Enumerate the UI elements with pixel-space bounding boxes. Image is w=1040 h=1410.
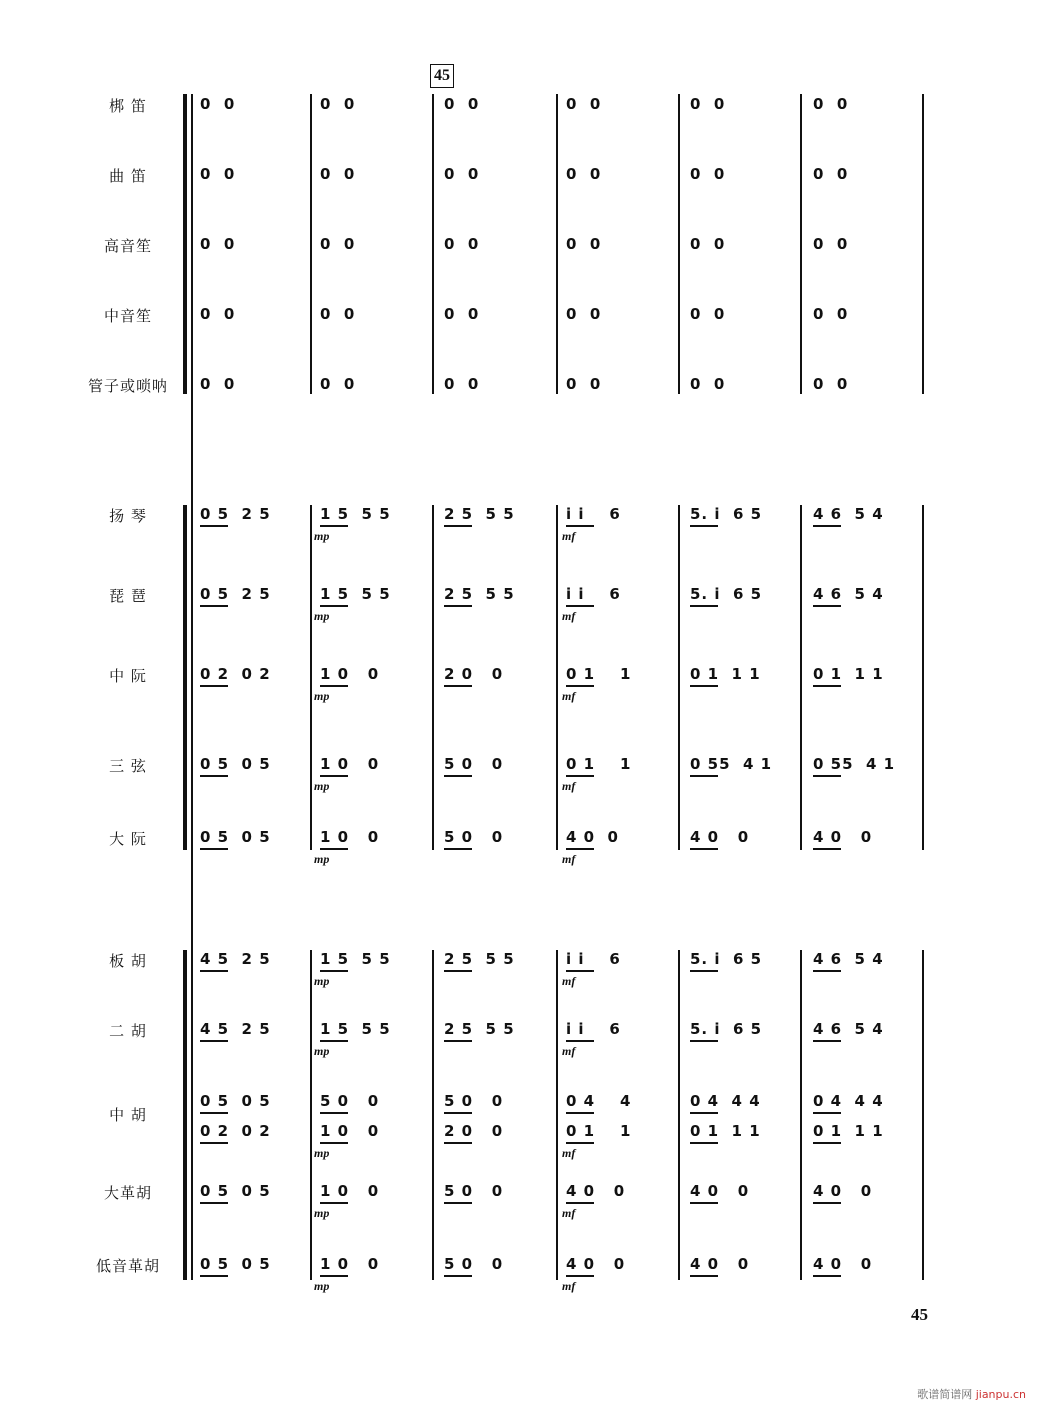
measure-notes: 0 0 bbox=[200, 165, 236, 183]
dynamic-mark-mp: mp bbox=[314, 609, 330, 623]
winds-bracket bbox=[183, 94, 187, 394]
barline bbox=[678, 94, 680, 394]
barline bbox=[922, 94, 924, 394]
beam-underline bbox=[444, 1112, 472, 1114]
measure-notes: 4 0 0 bbox=[813, 1182, 873, 1200]
measure-notes: 0 4 4 4 bbox=[690, 1092, 761, 1110]
beam-underline bbox=[690, 1202, 718, 1204]
instrument-label: 板 胡 bbox=[109, 952, 147, 970]
watermark bbox=[917, 1386, 1026, 1402]
measure-notes: 0 4 4 bbox=[566, 1092, 632, 1110]
instrument-label: 大 阮 bbox=[109, 830, 147, 848]
beam-underline bbox=[813, 525, 841, 527]
measure-notes: 0 0 bbox=[200, 95, 236, 113]
measure-notes: i i 6 bbox=[566, 585, 621, 603]
beam-underline bbox=[690, 1112, 718, 1114]
measure-notes: 0 0 bbox=[566, 375, 602, 393]
instrument-label: 三 弦 bbox=[109, 757, 147, 775]
dynamic-mark-mp: mp bbox=[314, 779, 330, 793]
beam-underline bbox=[200, 775, 228, 777]
measure-notes: 0 0 bbox=[320, 95, 356, 113]
measure-notes: 4 0 0 bbox=[690, 828, 750, 846]
beam-underline bbox=[690, 1275, 718, 1277]
beam-underline bbox=[813, 1202, 841, 1204]
measure-notes: 0 2 0 2 bbox=[200, 665, 271, 683]
beam-underline bbox=[320, 1142, 348, 1144]
beam-underline bbox=[813, 775, 841, 777]
instrument-label: 曲 笛 bbox=[109, 167, 147, 185]
measure-notes: 1 0 0 bbox=[320, 665, 380, 683]
dynamic-mark-mf: mf bbox=[562, 1044, 576, 1058]
beam-underline bbox=[813, 1040, 841, 1042]
measure-notes: 0 0 bbox=[200, 305, 236, 323]
dynamic-mark-mp: mp bbox=[314, 1279, 330, 1293]
measure-notes: 1 5 5 5 bbox=[320, 950, 391, 968]
dynamic-mark-mf: mf bbox=[562, 609, 576, 623]
measure-notes: 0 1 1 1 bbox=[813, 1122, 884, 1140]
dynamic-mark-mp: mp bbox=[314, 1206, 330, 1220]
instrument-label: 中 阮 bbox=[109, 667, 147, 685]
beam-underline bbox=[320, 1275, 348, 1277]
measure-notes: 0 0 bbox=[690, 95, 726, 113]
beam-underline bbox=[320, 525, 348, 527]
beam-underline bbox=[200, 685, 228, 687]
dynamic-mark-mf: mf bbox=[562, 1279, 576, 1293]
beam-underline bbox=[690, 848, 718, 850]
instrument-label: 低音革胡 bbox=[95, 1257, 160, 1275]
beam-underline bbox=[566, 1142, 594, 1144]
measure-notes: 0 1 1 1 bbox=[690, 1122, 761, 1140]
beam-underline bbox=[690, 605, 718, 607]
beam-underline bbox=[566, 1040, 594, 1042]
beam-underline bbox=[444, 1142, 472, 1144]
dynamic-mark-mf: mf bbox=[562, 779, 576, 793]
measure-notes: 0 0 bbox=[690, 305, 726, 323]
measure-notes: 0 0 bbox=[813, 305, 849, 323]
dynamic-mark-mf: mf bbox=[562, 1146, 576, 1160]
barline bbox=[310, 94, 312, 394]
measure-notes: 2 0 0 bbox=[444, 665, 504, 683]
beam-underline bbox=[566, 1202, 594, 1204]
measure-notes: 4 0 0 bbox=[690, 1182, 750, 1200]
barline bbox=[432, 950, 434, 1280]
bowed-bracket bbox=[183, 950, 187, 1280]
barline bbox=[800, 505, 802, 850]
barline bbox=[556, 94, 558, 394]
measure-notes: 1 0 0 bbox=[320, 755, 380, 773]
measure-notes: 0 55 4 1 bbox=[813, 755, 896, 773]
watermark-site: jianpu.cn bbox=[975, 1388, 1026, 1401]
measure-notes: 5 0 0 bbox=[444, 1255, 504, 1273]
beam-underline bbox=[200, 970, 228, 972]
beam-underline bbox=[320, 1202, 348, 1204]
measure-notes: 0 0 bbox=[444, 305, 480, 323]
measure-notes: 0 0 bbox=[813, 235, 849, 253]
measure-notes: 0 0 bbox=[566, 165, 602, 183]
beam-underline bbox=[444, 1040, 472, 1042]
barline bbox=[310, 950, 312, 1280]
measure-notes: i i 6 bbox=[566, 1020, 621, 1038]
dynamic-mark-mp: mp bbox=[314, 974, 330, 988]
beam-underline bbox=[813, 970, 841, 972]
plucked-bracket bbox=[183, 505, 187, 850]
measure-notes: 2 5 5 5 bbox=[444, 585, 515, 603]
rehearsal-mark: 45 bbox=[430, 64, 454, 88]
measure-notes: 4 0 0 bbox=[566, 1255, 626, 1273]
barline bbox=[432, 94, 434, 394]
dynamic-mark-mp: mp bbox=[314, 529, 330, 543]
beam-underline bbox=[566, 775, 594, 777]
instrument-label: 中音笙 bbox=[103, 307, 152, 325]
instrument-label: 梆 笛 bbox=[109, 97, 147, 115]
measure-notes: 0 5 0 5 bbox=[200, 1255, 271, 1273]
measure-notes: 0 5 0 5 bbox=[200, 828, 271, 846]
beam-underline bbox=[200, 525, 228, 527]
measure-notes: 5 0 0 bbox=[444, 755, 504, 773]
beam-underline bbox=[566, 605, 594, 607]
beam-underline bbox=[444, 970, 472, 972]
barline bbox=[922, 950, 924, 1280]
measure-notes: 0 0 bbox=[320, 305, 356, 323]
beam-underline bbox=[813, 605, 841, 607]
dynamic-mark-mf: mf bbox=[562, 529, 576, 543]
measure-notes: 0 5 0 5 bbox=[200, 755, 271, 773]
measure-notes: 0 0 bbox=[813, 95, 849, 113]
dynamic-mark-mp: mp bbox=[314, 689, 330, 703]
beam-underline bbox=[690, 970, 718, 972]
beam-underline bbox=[690, 685, 718, 687]
measure-notes: 1 0 0 bbox=[320, 1122, 380, 1140]
measure-notes: 4 0 0 bbox=[690, 1255, 750, 1273]
measure-notes: 0 0 bbox=[813, 375, 849, 393]
beam-underline bbox=[444, 605, 472, 607]
measure-notes: 2 5 5 5 bbox=[444, 1020, 515, 1038]
measure-notes: i i 6 bbox=[566, 505, 621, 523]
beam-underline bbox=[320, 1112, 348, 1114]
dynamic-mark-mf: mf bbox=[562, 1206, 576, 1220]
beam-underline bbox=[813, 1142, 841, 1144]
measure-notes: 1 5 5 5 bbox=[320, 585, 391, 603]
beam-underline bbox=[320, 685, 348, 687]
measure-notes: 0 0 bbox=[320, 375, 356, 393]
dynamic-mark-mf: mf bbox=[562, 689, 576, 703]
beam-underline bbox=[200, 1112, 228, 1114]
measure-notes: 0 5 2 5 bbox=[200, 505, 271, 523]
instrument-label: 中 胡 bbox=[109, 1106, 147, 1124]
beam-underline bbox=[320, 970, 348, 972]
measure-notes: 0 0 bbox=[444, 95, 480, 113]
dynamic-mark-mf: mf bbox=[562, 974, 576, 988]
beam-underline bbox=[444, 1275, 472, 1277]
barline bbox=[310, 505, 312, 850]
beam-underline bbox=[200, 605, 228, 607]
measure-notes: 0 55 4 1 bbox=[690, 755, 773, 773]
measure-notes: 0 1 1 1 bbox=[813, 665, 884, 683]
measure-notes: 4 6 5 4 bbox=[813, 505, 884, 523]
measure-notes: 2 5 5 5 bbox=[444, 505, 515, 523]
measure-notes: 0 0 bbox=[566, 235, 602, 253]
instrument-label: 大革胡 bbox=[103, 1184, 152, 1202]
measure-notes: i i 6 bbox=[566, 950, 621, 968]
measure-notes: 0 5 0 5 bbox=[200, 1182, 271, 1200]
barline bbox=[800, 950, 802, 1280]
measure-notes: 0 1 1 bbox=[566, 665, 632, 683]
measure-notes: 5. i 6 5 bbox=[690, 1020, 763, 1038]
measure-notes: 1 0 0 bbox=[320, 1255, 380, 1273]
dynamic-mark-mf: mf bbox=[562, 852, 576, 866]
beam-underline bbox=[690, 1040, 718, 1042]
beam-underline bbox=[444, 775, 472, 777]
beam-underline bbox=[200, 1275, 228, 1277]
measure-notes: 2 0 0 bbox=[444, 1122, 504, 1140]
beam-underline bbox=[566, 685, 594, 687]
measure-notes: 0 0 bbox=[813, 165, 849, 183]
beam-underline bbox=[566, 525, 594, 527]
instrument-label: 琵 琶 bbox=[109, 587, 147, 605]
measure-notes: 4 0 0 bbox=[566, 828, 619, 846]
beam-underline bbox=[566, 1275, 594, 1277]
watermark-cn: 歌谱简谱网 bbox=[917, 1388, 973, 1401]
measure-notes: 0 0 bbox=[566, 305, 602, 323]
page-number: 45 bbox=[911, 1305, 928, 1324]
beam-underline bbox=[566, 970, 594, 972]
beam-underline bbox=[200, 1040, 228, 1042]
beam-underline bbox=[444, 848, 472, 850]
beam-underline bbox=[566, 848, 594, 850]
beam-underline bbox=[813, 848, 841, 850]
beam-underline bbox=[813, 1112, 841, 1114]
measure-notes: 0 1 1 bbox=[566, 1122, 632, 1140]
beam-underline bbox=[444, 525, 472, 527]
beam-underline bbox=[200, 1142, 228, 1144]
measure-notes: 0 0 bbox=[444, 375, 480, 393]
beam-underline bbox=[320, 848, 348, 850]
instrument-label: 管子或唢呐 bbox=[87, 377, 168, 395]
measure-notes: 4 6 5 4 bbox=[813, 585, 884, 603]
measure-notes: 0 0 bbox=[200, 375, 236, 393]
measure-notes: 4 5 2 5 bbox=[200, 1020, 271, 1038]
measure-notes: 0 0 bbox=[690, 165, 726, 183]
measure-notes: 5. i 6 5 bbox=[690, 505, 763, 523]
measure-notes: 1 5 5 5 bbox=[320, 505, 391, 523]
beam-underline bbox=[813, 1275, 841, 1277]
instrument-label: 高音笙 bbox=[103, 237, 152, 255]
measure-notes: 4 0 0 bbox=[566, 1182, 626, 1200]
measure-notes: 5. i 6 5 bbox=[690, 585, 763, 603]
measure-notes: 0 0 bbox=[444, 165, 480, 183]
instrument-label: 二 胡 bbox=[109, 1022, 147, 1040]
measure-notes: 5 0 0 bbox=[444, 1092, 504, 1110]
measure-notes: 4 0 0 bbox=[813, 1255, 873, 1273]
measure-notes: 4 5 2 5 bbox=[200, 950, 271, 968]
measure-notes: 1 5 5 5 bbox=[320, 1020, 391, 1038]
measure-notes: 2 5 5 5 bbox=[444, 950, 515, 968]
measure-notes: 0 0 bbox=[200, 235, 236, 253]
measure-notes: 0 1 1 bbox=[566, 755, 632, 773]
barline bbox=[678, 950, 680, 1280]
measure-notes: 4 0 0 bbox=[813, 828, 873, 846]
measure-notes: 1 0 0 bbox=[320, 1182, 380, 1200]
barline bbox=[922, 505, 924, 850]
dynamic-mark-mp: mp bbox=[314, 1044, 330, 1058]
measure-notes: 5 0 0 bbox=[320, 1092, 380, 1110]
beam-underline bbox=[200, 848, 228, 850]
measure-notes: 5 0 0 bbox=[444, 828, 504, 846]
measure-notes: 4 6 5 4 bbox=[813, 950, 884, 968]
system-bracket bbox=[191, 94, 193, 1280]
beam-underline bbox=[444, 685, 472, 687]
instrument-label: 扬 琴 bbox=[109, 507, 147, 525]
measure-notes: 0 0 bbox=[320, 235, 356, 253]
beam-underline bbox=[566, 1112, 594, 1114]
barline bbox=[678, 505, 680, 850]
measure-notes: 5 0 0 bbox=[444, 1182, 504, 1200]
measure-notes: 0 2 0 2 bbox=[200, 1122, 271, 1140]
beam-underline bbox=[200, 1202, 228, 1204]
barline bbox=[432, 505, 434, 850]
measure-notes: 0 0 bbox=[444, 235, 480, 253]
beam-underline bbox=[320, 775, 348, 777]
measure-notes: 0 0 bbox=[566, 95, 602, 113]
barline bbox=[556, 950, 558, 1280]
measure-notes: 4 6 5 4 bbox=[813, 1020, 884, 1038]
barline bbox=[800, 94, 802, 394]
measure-notes: 0 4 4 4 bbox=[813, 1092, 884, 1110]
measure-notes: 0 0 bbox=[690, 375, 726, 393]
measure-notes: 0 5 2 5 bbox=[200, 585, 271, 603]
beam-underline bbox=[320, 605, 348, 607]
dynamic-mark-mp: mp bbox=[314, 852, 330, 866]
beam-underline bbox=[690, 1142, 718, 1144]
beam-underline bbox=[690, 525, 718, 527]
beam-underline bbox=[813, 685, 841, 687]
beam-underline bbox=[444, 1202, 472, 1204]
dynamic-mark-mp: mp bbox=[314, 1146, 330, 1160]
beam-underline bbox=[690, 775, 718, 777]
measure-notes: 1 0 0 bbox=[320, 828, 380, 846]
beam-underline bbox=[320, 1040, 348, 1042]
measure-notes: 0 5 0 5 bbox=[200, 1092, 271, 1110]
measure-notes: 5. i 6 5 bbox=[690, 950, 763, 968]
measure-notes: 0 1 1 1 bbox=[690, 665, 761, 683]
barline bbox=[556, 505, 558, 850]
measure-notes: 0 0 bbox=[690, 235, 726, 253]
measure-notes: 0 0 bbox=[320, 165, 356, 183]
